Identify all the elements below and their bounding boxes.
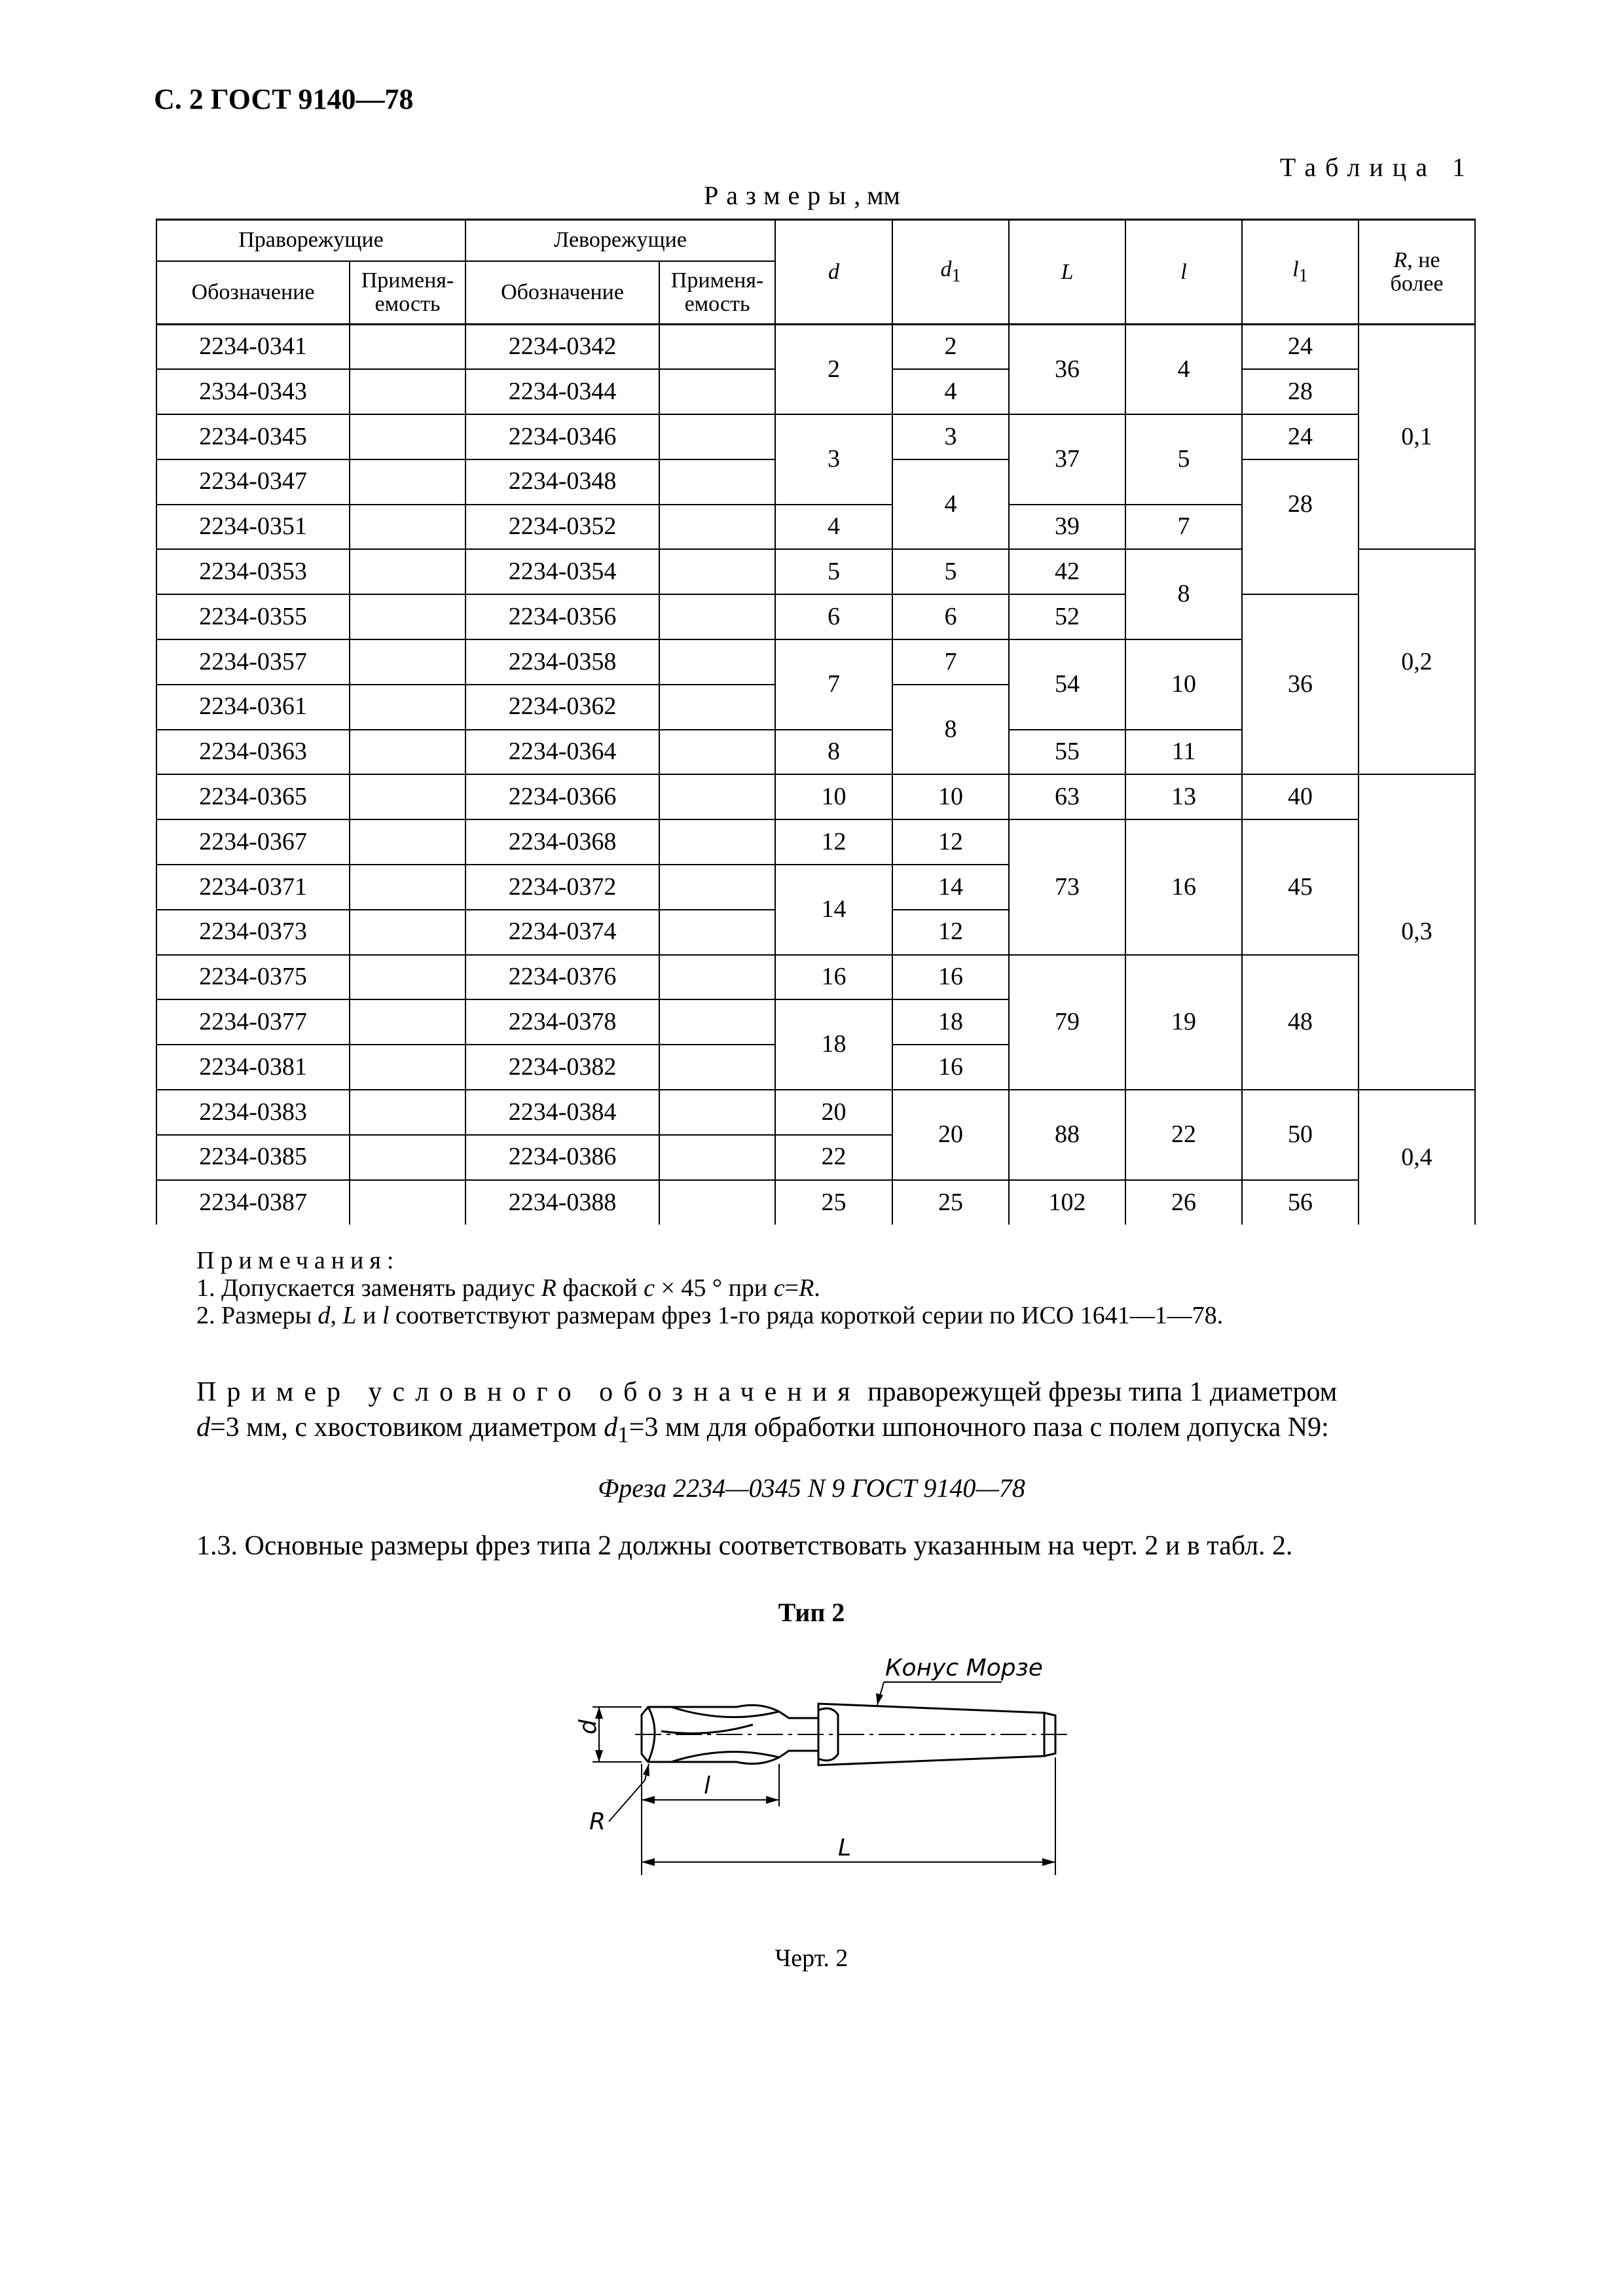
label-R: R xyxy=(589,1808,606,1835)
l-value: 26 xyxy=(1125,1180,1242,1225)
left-code: 2234-0386 xyxy=(465,1135,659,1180)
l-value: 7 xyxy=(1125,505,1242,550)
left-code: 2234-0372 xyxy=(465,865,659,910)
l-value: 13 xyxy=(1125,774,1242,819)
d1-value: 12 xyxy=(892,819,1009,865)
applicability-cell xyxy=(659,639,775,685)
left-code: 2234-0342 xyxy=(465,325,659,370)
l-value: 4 xyxy=(1125,325,1242,415)
applicability-cell xyxy=(659,325,775,370)
right-code: 2234-0375 xyxy=(156,955,350,1000)
applicability-cell xyxy=(659,1180,775,1225)
d1-value: 16 xyxy=(892,955,1009,1000)
R-value: 0,4 xyxy=(1359,1090,1475,1225)
right-code: 2234-0387 xyxy=(156,1180,350,1225)
l-value: 19 xyxy=(1125,955,1242,1090)
header-l: l xyxy=(1125,220,1242,325)
l1-value: 24 xyxy=(1242,414,1359,459)
L-value: 55 xyxy=(1009,730,1125,775)
right-code: 2234-0385 xyxy=(156,1135,350,1180)
table-units xyxy=(704,180,900,211)
right-code: 2234-0361 xyxy=(156,685,350,730)
applicability-cell xyxy=(659,549,775,594)
d1-value: 4 xyxy=(892,369,1009,414)
l-value: 22 xyxy=(1125,1090,1242,1180)
l1-value: 45 xyxy=(1242,819,1359,954)
l-value: 11 xyxy=(1125,730,1242,775)
applicability-cell xyxy=(350,325,465,370)
applicability-cell xyxy=(350,414,465,459)
left-code: 2234-0378 xyxy=(465,999,659,1045)
applicability-cell xyxy=(659,955,775,1000)
d1-value: 12 xyxy=(892,910,1009,955)
applicability-cell xyxy=(350,910,465,955)
right-code: 2234-0345 xyxy=(156,414,350,459)
l1-value: 40 xyxy=(1242,774,1359,819)
applicability-cell xyxy=(659,414,775,459)
d-value: 3 xyxy=(775,414,892,505)
end-mill-drawing xyxy=(563,1640,1087,1888)
applicability-cell xyxy=(659,730,775,775)
left-code: 2234-0364 xyxy=(465,730,659,775)
example-lead: Пример условного обозначения xyxy=(196,1377,861,1407)
figure-caption: Черт. 2 xyxy=(775,1945,848,1972)
header-left-cutting: Леворежущие xyxy=(465,220,775,261)
l1-empty xyxy=(1242,549,1359,594)
left-code: 2234-0384 xyxy=(465,1090,659,1135)
left-code: 2234-0356 xyxy=(465,594,659,639)
applicability-cell xyxy=(350,1135,465,1180)
note-1: 1. Допускается заменять радиус R фаской c × 45 ° при c=R. xyxy=(196,1274,820,1302)
header-l1: $l_1$ xyxy=(1242,220,1359,325)
applicability-cell xyxy=(659,594,775,639)
header-designation-left: Обозначение xyxy=(465,261,659,325)
table-label: Таблица 1 xyxy=(1279,152,1474,182)
applicability-cell xyxy=(659,819,775,865)
right-code: 2234-0357 xyxy=(156,639,350,685)
L-value: 42 xyxy=(1009,549,1125,594)
d-value: 5 xyxy=(775,549,892,594)
applicability-cell xyxy=(350,1180,465,1225)
l-value: 10 xyxy=(1125,639,1242,730)
applicability-cell xyxy=(659,1090,775,1135)
right-code: 2234-0373 xyxy=(156,910,350,955)
l1-value: 28 xyxy=(1242,459,1359,550)
d-value: 16 xyxy=(775,955,892,1000)
header-right-cutting: Праворежущие xyxy=(156,220,465,261)
d-value: 20 xyxy=(775,1090,892,1135)
d-value: 6 xyxy=(775,594,892,639)
applicability-cell xyxy=(659,505,775,550)
applicability-cell xyxy=(350,1090,465,1135)
d-value: 18 xyxy=(775,999,892,1090)
d1-value: 3 xyxy=(892,414,1009,459)
right-code: 2234-0363 xyxy=(156,730,350,775)
designation-example: Пример условного обозначения праворежущей фрезы типа 1 диаметром d=3 мм, с хвостовиком диаметром $d_1=3$ мм для обработки шпоночного паза с полем допуска N9: xyxy=(196,1377,1338,1448)
applicability-cell xyxy=(659,910,775,955)
d-value: 2 xyxy=(775,325,892,415)
applicability-cell xyxy=(659,1045,775,1090)
l-value: 8 xyxy=(1125,549,1242,639)
applicability-cell xyxy=(350,865,465,910)
L-value: 36 xyxy=(1009,325,1125,415)
designation-code: Фреза 2234—0345 N 9 ГОСТ 9140—78 xyxy=(598,1473,1025,1503)
R-value: 0,3 xyxy=(1359,774,1475,1090)
d1-value: 4 xyxy=(892,459,1009,550)
d1-value: 25 xyxy=(892,1180,1009,1225)
right-code: 2334-0343 xyxy=(156,369,350,414)
right-code: 2234-0365 xyxy=(156,774,350,819)
table-row xyxy=(156,594,1475,639)
left-code: 2234-0346 xyxy=(465,414,659,459)
applicability-cell xyxy=(659,1135,775,1180)
d1-value: 14 xyxy=(892,865,1009,910)
d-value: 14 xyxy=(775,865,892,955)
l-value: 5 xyxy=(1125,414,1242,505)
l1-value: 28 xyxy=(1242,369,1359,414)
L-value: 52 xyxy=(1009,594,1125,639)
right-code: 2234-0367 xyxy=(156,819,350,865)
applicability-cell xyxy=(350,999,465,1045)
left-code: 2234-0352 xyxy=(465,505,659,550)
units-label: Размеры xyxy=(704,181,854,210)
applicability-cell xyxy=(659,369,775,414)
header-d: d xyxy=(775,220,892,325)
applicability-cell xyxy=(350,549,465,594)
label-l: l xyxy=(704,1772,711,1799)
left-code: 2234-0368 xyxy=(465,819,659,865)
applicability-cell xyxy=(350,955,465,1000)
dimensions-table xyxy=(156,219,1476,1225)
right-code: 2234-0341 xyxy=(156,325,350,370)
d1-value: 10 xyxy=(892,774,1009,819)
applicability-cell xyxy=(659,459,775,505)
L-value: 88 xyxy=(1009,1090,1125,1180)
applicability-cell xyxy=(350,1045,465,1090)
left-code: 2234-0366 xyxy=(465,774,659,819)
table-row xyxy=(156,1180,1475,1225)
d-value: 10 xyxy=(775,774,892,819)
left-code: 2234-0358 xyxy=(465,639,659,685)
applicability-cell xyxy=(659,774,775,819)
applicability-cell xyxy=(350,369,465,414)
table-row xyxy=(156,774,1475,819)
header-designation-right: Обозначение xyxy=(156,261,350,325)
table-row xyxy=(156,819,1475,865)
clause-1-3: 1.3. Основные размеры фрез типа 2 должны соответствовать указанным на черт. 2 и в табл. 2. xyxy=(196,1531,1293,1561)
l-value: 16 xyxy=(1125,819,1242,954)
L-value: 37 xyxy=(1009,414,1125,505)
R-value: 0,2 xyxy=(1359,549,1475,774)
d-value: 4 xyxy=(775,505,892,550)
d-value: 8 xyxy=(775,730,892,775)
right-code: 2234-0383 xyxy=(156,1090,350,1135)
d-value: 25 xyxy=(775,1180,892,1225)
right-code: 2234-0381 xyxy=(156,1045,350,1090)
right-code: 2234-0351 xyxy=(156,505,350,550)
applicability-cell xyxy=(350,459,465,505)
l1-value: 56 xyxy=(1242,1180,1359,1225)
applicability-cell xyxy=(659,685,775,730)
d1-value: 2 xyxy=(892,325,1009,370)
drawing-type-2 xyxy=(563,1640,1087,1892)
right-code: 2234-0353 xyxy=(156,549,350,594)
d1-value: 16 xyxy=(892,1045,1009,1090)
right-code: 2234-0371 xyxy=(156,865,350,910)
applicability-cell xyxy=(659,865,775,910)
notes-title: Примечания: xyxy=(196,1247,400,1274)
right-code: 2234-0347 xyxy=(156,459,350,505)
header-applicability-right: Применя- емость xyxy=(350,261,465,325)
table-row xyxy=(156,1090,1475,1135)
units-suffix: , мм xyxy=(854,181,900,210)
applicability-cell xyxy=(350,774,465,819)
left-code: 2234-0388 xyxy=(465,1180,659,1225)
L-value: 102 xyxy=(1009,1180,1125,1225)
right-code: 2234-0355 xyxy=(156,594,350,639)
left-code: 2234-0362 xyxy=(465,685,659,730)
L-value: 79 xyxy=(1009,955,1125,1090)
applicability-cell xyxy=(659,999,775,1045)
applicability-cell xyxy=(350,505,465,550)
table-row xyxy=(156,549,1475,594)
header-d1: $d_1$ xyxy=(892,220,1009,325)
label-L: L xyxy=(838,1835,852,1861)
d-value: 12 xyxy=(775,819,892,865)
table-row xyxy=(156,955,1475,1000)
header-applicability-left: Применя- емость xyxy=(659,261,775,325)
table-row xyxy=(156,414,1475,459)
d1-value: 8 xyxy=(892,685,1009,775)
note-2: 2. Размеры d, L и l соответствуют размерам фрез 1-го ряда короткой серии по ИСО 1641—1—78. xyxy=(196,1302,1224,1329)
left-code: 2234-0374 xyxy=(465,910,659,955)
l1-value: 50 xyxy=(1242,1090,1359,1180)
label-d: d xyxy=(575,1719,602,1734)
notes xyxy=(196,1247,1223,1329)
l1-value: 24 xyxy=(1242,325,1359,370)
R-value: 0,1 xyxy=(1359,325,1475,550)
right-code: 2234-0377 xyxy=(156,999,350,1045)
applicability-cell xyxy=(350,685,465,730)
left-code: 2234-0348 xyxy=(465,459,659,505)
d-value: 22 xyxy=(775,1135,892,1180)
header-L: L xyxy=(1009,220,1125,325)
L-value: 63 xyxy=(1009,774,1125,819)
l1-value: 36 xyxy=(1242,594,1359,774)
d1-value: 6 xyxy=(892,594,1009,639)
d1-value: 20 xyxy=(892,1090,1009,1180)
label-morse-taper: Конус Морзе xyxy=(885,1655,1043,1681)
table-row xyxy=(156,325,1475,370)
L-value: 73 xyxy=(1009,819,1125,954)
applicability-cell xyxy=(350,639,465,685)
d1-value: 18 xyxy=(892,999,1009,1045)
d1-value: 7 xyxy=(892,639,1009,685)
left-code: 2234-0376 xyxy=(465,955,659,1000)
L-value: 54 xyxy=(1009,639,1125,730)
left-code: 2234-0344 xyxy=(465,369,659,414)
d-value: 7 xyxy=(775,639,892,730)
left-code: 2234-0382 xyxy=(465,1045,659,1090)
header-R: R, не более xyxy=(1359,220,1475,325)
L-value: 39 xyxy=(1009,505,1125,550)
left-code: 2234-0354 xyxy=(465,549,659,594)
applicability-cell xyxy=(350,730,465,775)
applicability-cell xyxy=(350,594,465,639)
applicability-cell xyxy=(350,819,465,865)
page-header: С. 2 ГОСТ 9140—78 xyxy=(154,83,414,115)
type-caption: Тип 2 xyxy=(778,1598,845,1627)
d1-value: 5 xyxy=(892,549,1009,594)
l1-value: 48 xyxy=(1242,955,1359,1090)
